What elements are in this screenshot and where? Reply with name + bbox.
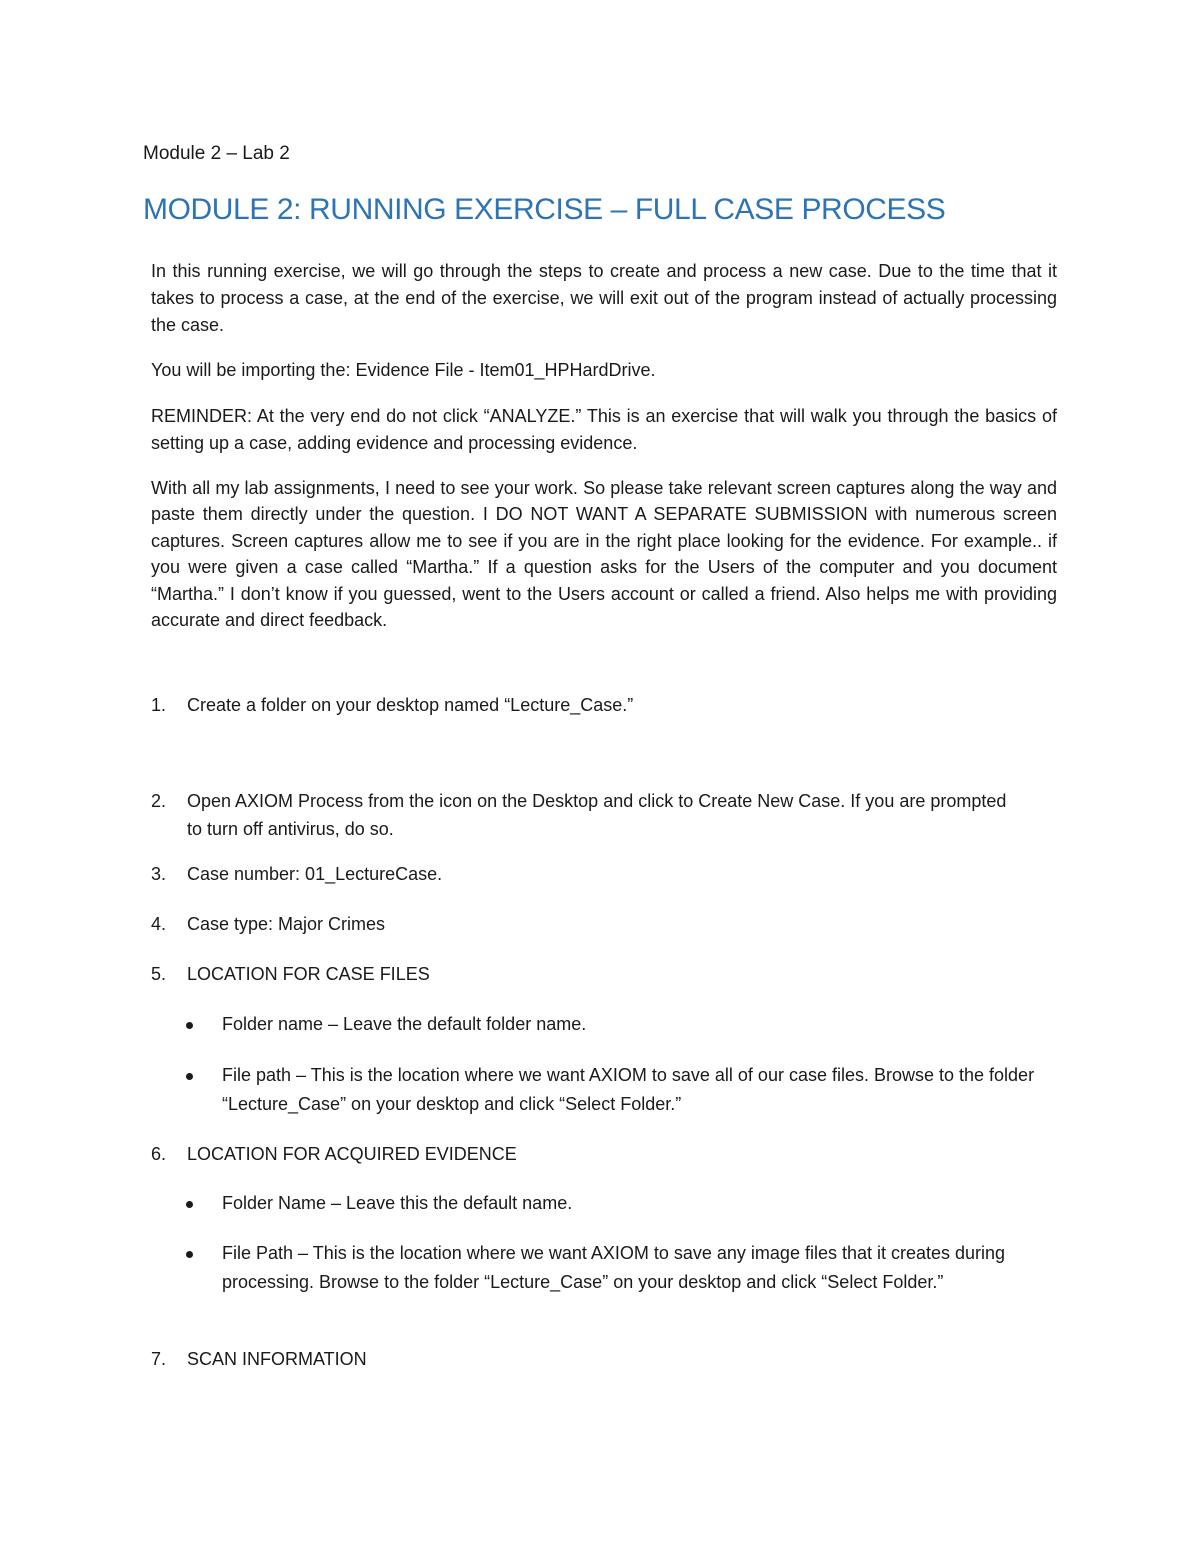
- bullet-text: File Path – This is the location where we want AXIOM to save any image files that it creates during processing. Browse to the folder “Lecture_Case” on your desktop and click “Select Folder.”: [222, 1243, 1006, 1292]
- bullet-item: [186, 1061, 1046, 1121]
- reminder-paragraph: REMINDER: At the very end do not click “ANALYZE.” This is an exercise that will walk you through the basics of setting up a case, adding evidence and processing evidence.: [151, 406, 1057, 453]
- module-lab-header: Module 2 – Lab 2: [143, 143, 290, 164]
- step-item: [151, 960, 1051, 990]
- importing-paragraph: You will be importing the: Evidence File - Item01_HPHardDrive.: [151, 360, 656, 380]
- step-item: [151, 1345, 1051, 1375]
- step-text: LOCATION FOR ACQUIRED EVIDENCE: [187, 1144, 517, 1164]
- step-item: [151, 910, 1051, 940]
- bullet-dot-icon: [186, 1073, 193, 1080]
- bullet-dot-icon: [186, 1201, 193, 1208]
- step-number: 3.: [151, 864, 167, 884]
- step-number: 4.: [151, 914, 167, 934]
- bullet-text: Folder Name – Leave this the default name.: [222, 1193, 573, 1213]
- work-paragraph: With all my lab assignments, I need to see your work. So please take relevant screen captures along the way and paste them directly under the question. I DO NOT WANT A SEPARATE SUBMISSION with numerous screen captures. Screen captures allow me to see if you are in the right place looking for the evidence. For example.. if you were given a case called “Martha.” If a question asks for the Users of the computer and you document “Martha.” I don’t know if you guessed, went to the Users account or called a friend. Also helps me with providing accurate and direct feedback.: [151, 478, 1057, 631]
- bullet-item: [186, 1010, 1046, 1040]
- bullet-dot-icon: [186, 1022, 193, 1029]
- step-number: 6.: [151, 1144, 167, 1164]
- step-text: LOCATION FOR CASE FILES: [187, 964, 430, 984]
- bullet-item: [186, 1189, 1046, 1219]
- step-number: 5.: [151, 964, 167, 984]
- step-number: 1.: [151, 695, 167, 715]
- page-title: MODULE 2: RUNNING EXERCISE – FULL CASE PROCESS: [143, 193, 946, 226]
- step-text: Case number: 01_LectureCase.: [187, 864, 443, 884]
- step-number: 7.: [151, 1349, 167, 1369]
- step-item: [151, 860, 1051, 890]
- bullet-text: Folder name – Leave the default folder name.: [222, 1014, 587, 1034]
- step-text: SCAN INFORMATION: [187, 1349, 367, 1369]
- bullet-text: File path – This is the location where we want AXIOM to save all of our case files. Browse to the folder “Lecture_Case” on your desktop and click “Select Folder.”: [222, 1065, 1035, 1114]
- step-text: Case type: Major Crimes: [187, 914, 386, 934]
- bullet-dot-icon: [186, 1251, 193, 1258]
- step-number: 2.: [151, 791, 167, 811]
- step-item: [151, 1140, 1051, 1170]
- step-item: [151, 691, 1051, 721]
- step-text: Open AXIOM Process from the icon on the Desktop and click to Create New Case. If you are prompted to turn off antivirus, do so.: [187, 791, 1007, 839]
- intro-paragraph: In this running exercise, we will go through the steps to create and process a new case. Due to the time that it takes to process a case, at the end of the exercise, we will exit out of the program instead of actually processing the case.: [151, 261, 1057, 335]
- bullet-item: [186, 1239, 1046, 1329]
- step-item: [151, 787, 1051, 847]
- step-text: Create a folder on your desktop named “Lecture_Case.”: [187, 695, 634, 715]
